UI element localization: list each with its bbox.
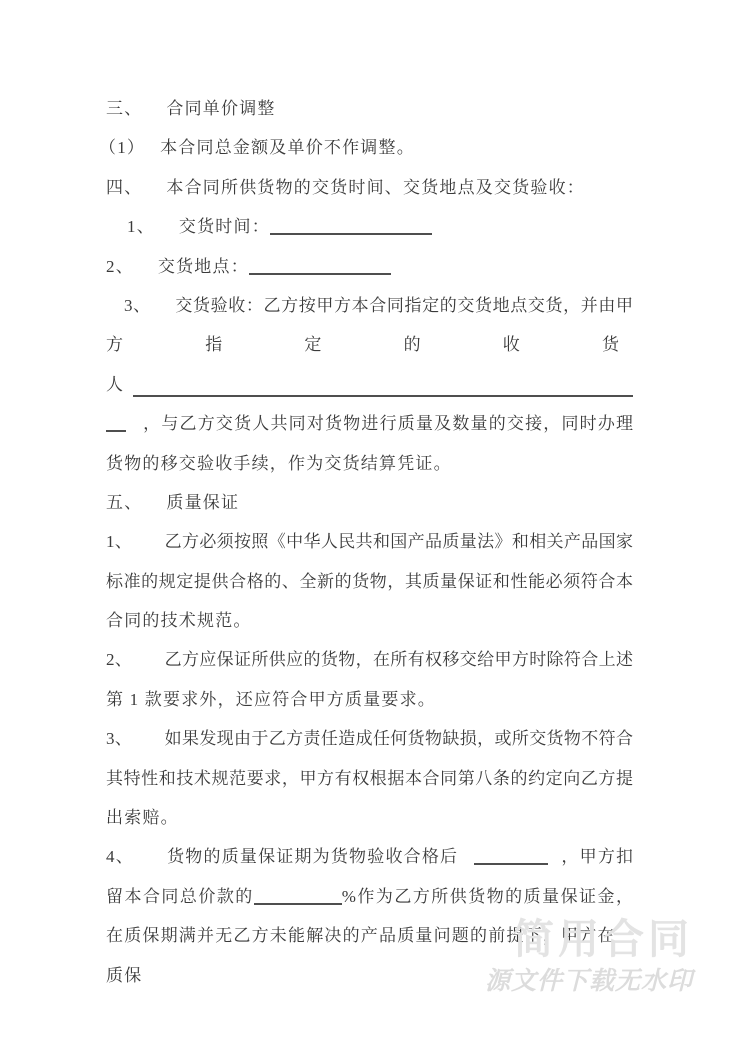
watermark <box>484 916 693 995</box>
clause-text: 出索赔。 <box>106 808 179 828</box>
clause-text: %作为乙方所供货物的质量保证金， <box>341 886 634 906</box>
clause-number: 3、 <box>124 295 151 315</box>
fill-in-blank-receiver <box>133 365 633 397</box>
section-number: 五、 <box>106 492 143 512</box>
section5-item4-line1 <box>106 837 633 876</box>
section4-item1 <box>106 207 633 246</box>
section5-item3-line2 <box>106 759 633 798</box>
clause-number: 4、 <box>106 847 134 867</box>
section-title: 合同单价调整 <box>166 99 276 118</box>
clause-label: 交货地点： <box>157 256 249 276</box>
clause-text: 乙方必须按照《中华人民共和国产品质量法》和相关产品国家 <box>164 532 634 552</box>
fill-in-blank-delivery-time <box>270 233 432 235</box>
clause-text: 第 1 款要求外，还应符合甲方质量要求。 <box>106 689 436 709</box>
fill-in-blank-delivery-place <box>249 273 391 275</box>
section5-item1-line2 <box>106 562 633 601</box>
fill-in-blank-retention-percent <box>254 903 342 905</box>
section-number: 四、 <box>106 177 143 197</box>
clause-text: ，甲方扣 <box>560 847 634 867</box>
section-title: 质量保证 <box>166 492 240 512</box>
section4-item3-line1 <box>106 286 633 325</box>
clause-text: 本合同总金额及单价不作调整。 <box>160 138 415 158</box>
clause-text: 如果发现由于乙方责任造成任何货物缺损，或所交货物不符合 <box>164 729 634 749</box>
clause-text: 人 <box>106 374 123 394</box>
clause-number: 1、 <box>106 532 133 552</box>
section3-heading <box>106 89 633 128</box>
clause-text: 留本合同总价款的 <box>106 886 254 906</box>
clause-number: 3、 <box>106 729 133 749</box>
clause-text: 货 <box>601 335 619 355</box>
clause-text: 在质保期满并无乙方未能解决的产品质量问题的前提下，甲方在质保 <box>106 926 616 985</box>
fill-in-blank-warranty-period <box>474 863 548 865</box>
clause-text: 货物的质量保证期为货物验收合格后 <box>165 847 459 867</box>
section5-item3-line3 <box>106 798 633 837</box>
section4-item2 <box>106 247 633 286</box>
clause-number: （1） <box>99 138 146 158</box>
clause-text: 收 <box>502 335 520 355</box>
section5-heading <box>106 483 633 522</box>
clause-text: 乙方应保证所供应的货物，在所有权移交给甲方时除符合上述 <box>164 650 634 670</box>
section5-item2-line1 <box>106 640 633 679</box>
section4-item3-line5 <box>106 444 633 483</box>
section5-item3-line1 <box>106 719 633 758</box>
clause-number: 2、 <box>106 650 133 670</box>
clause-label: 交货时间： <box>178 217 270 237</box>
section5-item1-line3 <box>106 601 633 640</box>
section4-item3-line3 <box>106 365 633 404</box>
watermark-logo-text: 简用合同 <box>513 916 693 962</box>
clause-text: 标准的规定提供合格的、全新的货物，其质量保证和性能必须符合本 <box>106 571 633 591</box>
clause-text: 交货验收：乙方按甲方本合同指定的交货地点交货，并由甲 <box>174 295 633 315</box>
clause-text: 指 <box>205 335 223 355</box>
contract-body <box>99 89 634 985</box>
watermark-subtitle: 源文件下载无水印 <box>484 967 693 995</box>
section4-heading <box>106 168 633 207</box>
clause-number: 1、 <box>127 217 155 237</box>
section5-item2-line2 <box>106 680 633 719</box>
clause-text: 货物的移交验收手续，作为交货结算凭证。 <box>106 453 452 473</box>
section5-item1-line1 <box>106 522 633 561</box>
section3-item1 <box>99 128 633 167</box>
clause-text: ，与乙方交货人共同对货物进行质量及数量的交接，同时办理 <box>142 414 633 434</box>
clause-text: 方 <box>106 335 123 355</box>
clause-text: 定 <box>304 335 322 355</box>
clause-text: 合同的技术规范。 <box>106 611 252 631</box>
section4-item3-line2 <box>106 325 633 364</box>
section4-item3-line4 <box>106 404 633 443</box>
section-title: 本合同所供货物的交货时间、交货地点及交货验收： <box>166 177 586 197</box>
fill-in-blank-continued <box>106 430 126 432</box>
clause-text: 其特性和技术规范要求，甲方有权根据本合同第八条的约定向乙方提 <box>106 768 633 788</box>
section-number: 三、 <box>106 99 143 118</box>
section5-item4-line2 <box>106 877 633 916</box>
clause-text: 的 <box>403 335 421 355</box>
clause-number: 2、 <box>106 256 134 276</box>
